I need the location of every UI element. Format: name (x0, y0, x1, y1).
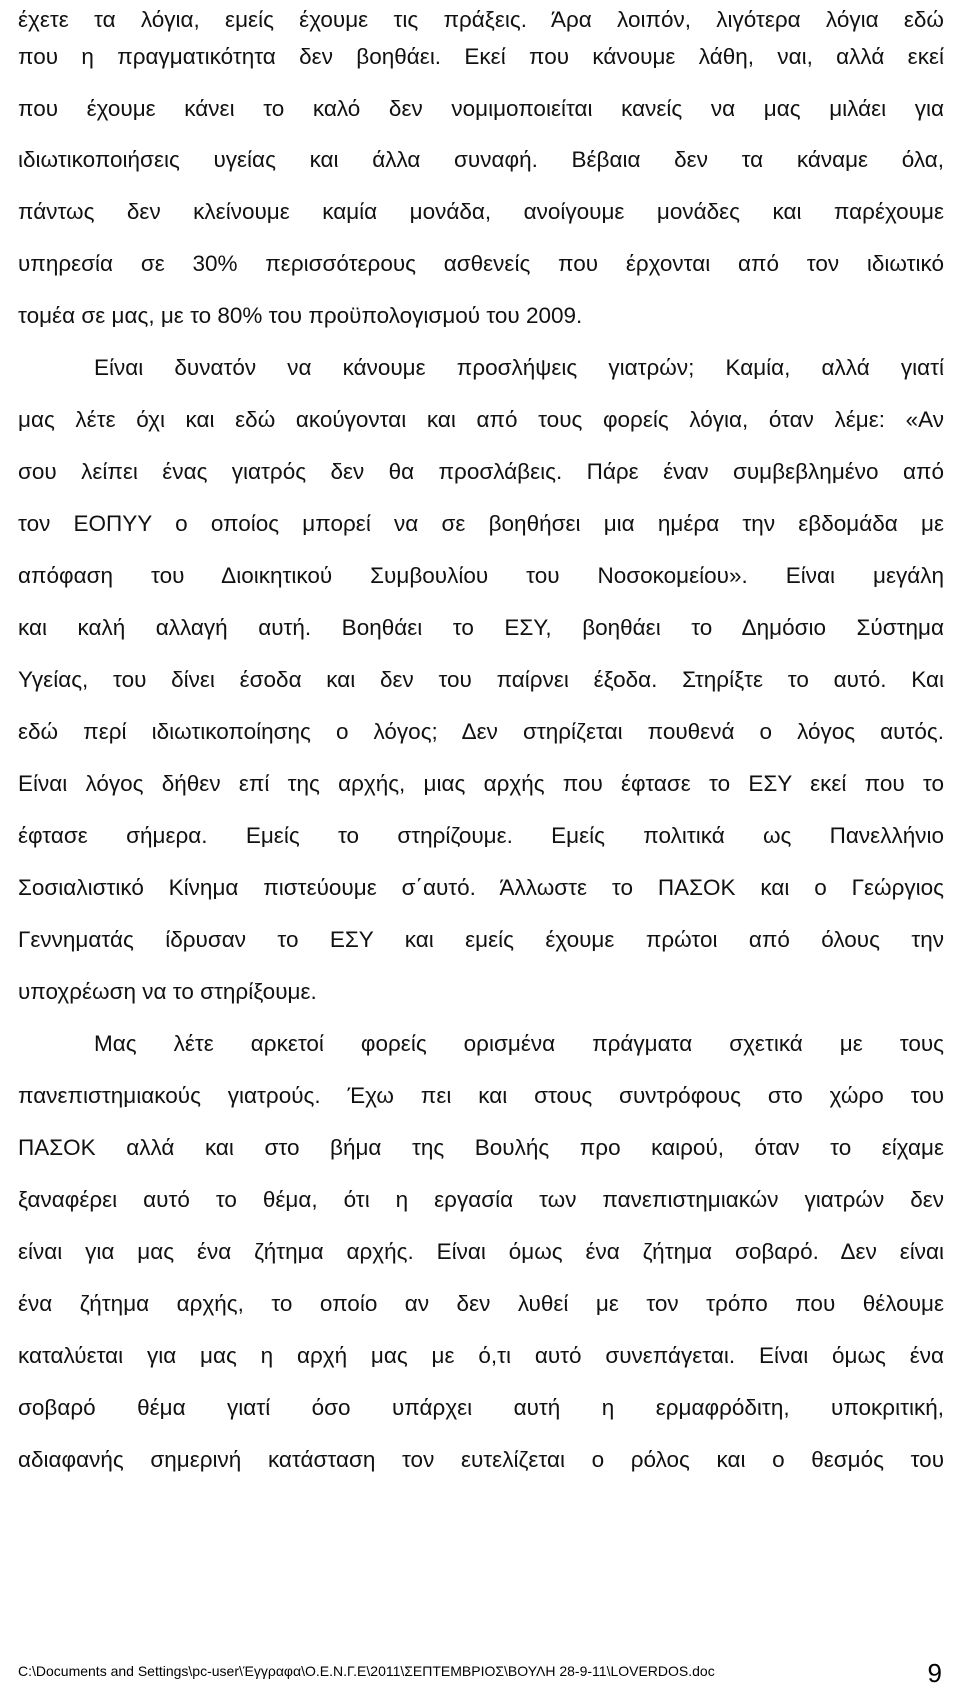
text-line: τον ΕΟΠΥΥ ο οποίος μπορεί να σε βοηθήσει μια ημέρα την εβδομάδα με (18, 511, 944, 536)
text-line: που η πραγματικότητα δεν βοηθάει. Εκεί που κάνουμε λάθη, ναι, αλλά εκεί (18, 44, 944, 69)
text-line: Είναι δυνατόν να κάνουμε προσλήψεις γιατρών; Καμία, αλλά γιατί (94, 355, 944, 380)
text-line: ένα ζήτημα αρχής, το οποίο αν δεν λυθεί με τον τρόπο που θέλουμε (18, 1291, 944, 1316)
page-number: 9 (927, 1658, 942, 1688)
text-line: σοβαρό θέμα γιατί όσο υπάρχει αυτή η ερμαφρόδιτη, υποκριτική, (18, 1395, 944, 1420)
text-line: και καλή αλλαγή αυτή. Βοηθάει το ΕΣΥ, βοηθάει το Δημόσιο Σύστημα (18, 615, 944, 640)
text-line: Υγείας, του δίνει έσοδα και δεν του παίρνει έξοδα. Στηρίξτε το αυτό. Και (18, 667, 944, 692)
text-line: πανεπιστημιακούς γιατρούς. Έχω πει και στους συντρόφους στο χώρο του (18, 1083, 944, 1108)
text-line: σου λείπει ένας γιατρός δεν θα προσλάβεις. Πάρε έναν συμβεβλημένο από (18, 459, 944, 484)
text-line: υποχρέωση να το στηρίξουμε. (18, 979, 317, 1004)
text-line: έχετε τα λόγια, εμείς έχουμε τις πράξεις. Άρα λοιπόν, λιγότερα λόγια εδώ (18, 7, 944, 32)
text-line: εδώ περί ιδιωτικοποίησης ο λόγος; Δεν στηρίζεται πουθενά ο λόγος αυτός. (18, 719, 944, 744)
text-line: είναι για μας ένα ζήτημα αρχής. Είναι όμως ένα ζήτημα σοβαρό. Δεν είναι (18, 1239, 944, 1264)
text-line: ξαναφέρει αυτό το θέμα, ότι η εργασία των πανεπιστημιακών γιατρών δεν (18, 1187, 944, 1212)
text-line: έφτασε σήμερα. Εμείς το στηρίζουμε. Εμείς πολιτικά ως Πανελλήνιο (18, 823, 944, 848)
text-line: μας λέτε όχι και εδώ ακούγονται και από τους φορείς λόγια, όταν λέμε: «Αν (18, 407, 944, 432)
text-line: Είναι λόγος δήθεν επί της αρχής, μιας αρχής που έφτασε το ΕΣΥ εκεί που το (18, 771, 944, 796)
text-line: Μας λέτε αρκετοί φορείς ορισμένα πράγματα σχετικά με τους (94, 1031, 944, 1056)
text-line: πάντως δεν κλείνουμε καμία μονάδα, ανοίγουμε μονάδες και παρέχουμε (18, 199, 944, 224)
text-line: ΠΑΣΟΚ αλλά και στο βήμα της Βουλής προ καιρού, όταν το είχαμε (18, 1135, 944, 1160)
text-line: αδιαφανής σημερινή κατάσταση τον ευτελίζεται ο ρόλος και ο θεσμός του (18, 1447, 944, 1472)
text-line: υπηρεσία σε 30% περισσότερους ασθενείς που έρχονται από τον ιδιωτικό (18, 251, 944, 276)
text-line: απόφαση του Διοικητικού Συμβουλίου του Νοσοκομείου». Είναι μεγάλη (18, 563, 944, 588)
text-line: καταλύεται για μας η αρχή μας με ό,τι αυτό συνεπάγεται. Είναι όμως ένα (18, 1343, 944, 1368)
text-line: τομέα σε μας, με το 80% του προϋπολογισμού του 2009. (18, 303, 583, 328)
text-line: που έχουμε κάνει το καλό δεν νομιμοποιείται κανείς να μας μιλάει για (18, 96, 944, 121)
text-line: ιδιωτικοποιήσεις υγείας και άλλα συναφή. Βέβαια δεν τα κάναμε όλα, (18, 147, 944, 172)
text-line: Σοσιαλιστικό Κίνημα πιστεύουμε σ΄αυτό. Άλλωστε το ΠΑΣΟΚ και ο Γεώργιος (18, 875, 944, 900)
text-line: Γεννηματάς ίδρυσαν το ΕΣΥ και εμείς έχουμε πρώτοι από όλους την (18, 927, 944, 952)
footer-file-path: C:\Documents and Settings\pc-user\Έγγραφα\Ο.Ε.Ν.Γ.Ε\2011\ΣΕΠΤΕΜΒΡΙΟΣ\ΒΟΥΛΗ 28-9-11\LOVERDOS.doc (18, 1663, 715, 1679)
